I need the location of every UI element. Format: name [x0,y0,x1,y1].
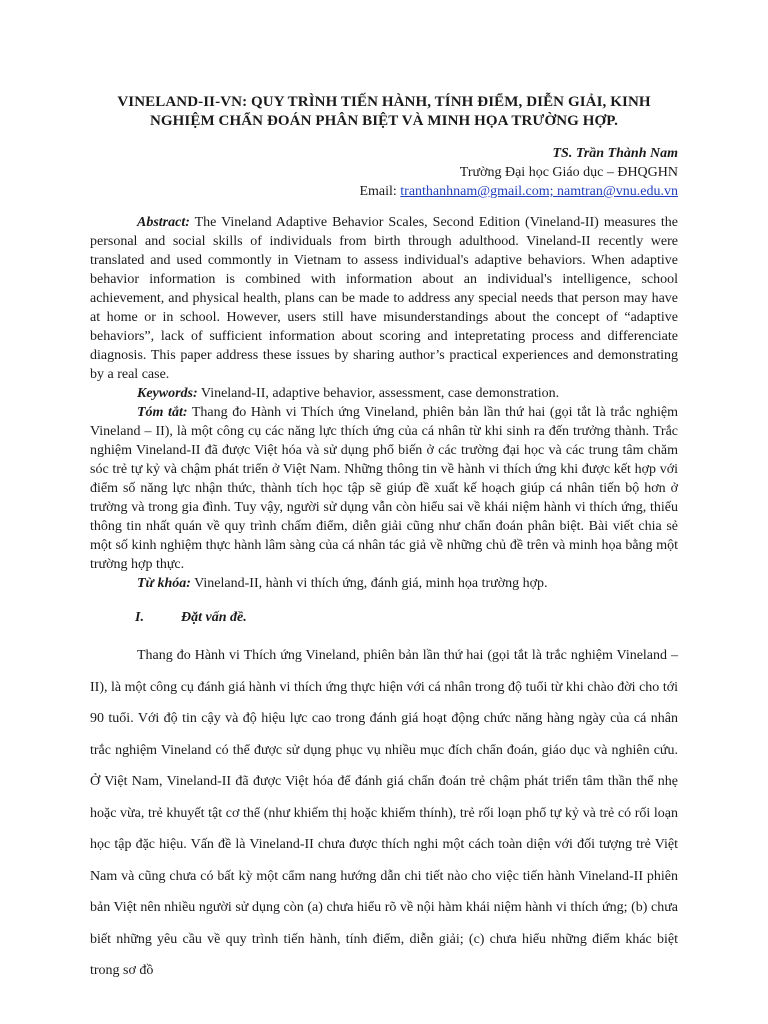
section-number: I. [135,610,144,625]
title-line-1: VINELAND-II-VN: QUY TRÌNH TIẾN HÀNH, TÍNH ĐIỂM, DIỄN GIẢI, KINH [117,94,651,110]
abstract-paragraph [90,213,678,384]
abstract-text: The Vineland Adaptive Behavior Scales, Second Edition (Vineland-II) measures the personal and social skills of individuals from birth through adulthood. Vineland-II recently were translated and used commontly in Vietnam to assess individual's adaptive behaviors. When adaptive behavior information is combined with information about an individual's intelligence, school achievement, and physical health, plans can be made to address any special needs that person may have at home or in school. However, users still have misunderstandings about the concept of “adaptive behaviors”, lack of sufficient information about scoring and intepretating process and differenciate diagnosis. This paper address these issues by sharing author’s practical experiences and demonstrating by a real case. [90,215,678,382]
author-affiliation: Trường Đại học Giáo dục – ĐHQGHN [459,165,678,180]
email-label: Email: [359,184,401,199]
email-link[interactable]: tranthanhnam@gmail.com; namtran@vnu.edu.vn [400,184,678,199]
keywords-text: Vineland-II, adaptive behavior, assessment, case demonstration. [197,386,560,401]
keywords-vi-paragraph [90,574,678,593]
title-line-2: NGHIỆM CHẨN ĐOÁN PHÂN BIỆT VÀ MINH HỌA TRƯỜNG HỢP. [149,113,619,129]
keywords-vi-text: Vineland-II, hành vi thích ứng, đánh giá, minh họa trường hợp. [190,576,548,591]
body-paragraph-1: Thang đo Hành vi Thích ứng Vineland, phiên bản lần thứ hai (gọi tắt là trắc nghiệm Vineland – II), là một công cụ đánh giá hành vi thích ứng thực hiện với cá nhân trong độ tuổi từ khi chào đời cho tới 90 tuổi. Với độ tin cậy và độ hiệu lực cao trong đánh giá hoạt động chức năng hàng ngày của cá nhân trắc nghiệm Vineland có thể được sử dụng phục vụ nhiều mục đích chẩn đoán, giáo dục và nghiên cứu. Ở Việt Nam, Vineland-II đã được Việt hóa để đánh giá chẩn đoán trẻ chậm phát triển tâm thần thể nhẹ hoặc vừa, trẻ khuyết tật cơ thể (như khiếm thị hoặc khiếm thính), trẻ rối loạn phổ tự kỷ và trẻ có rối loạn học tập đặc hiệu. Vấn đề là Vineland-II chưa được thích nghi một cách toàn diện với đối tượng trẻ Việt Nam và cũng chưa có bất kỳ một cẩm nang hướng dẫn chi tiết nào cho việc tiến hành Vineland-II phiên bản Việt nên nhiều người sử dụng còn (a) chưa hiểu rõ về nội hàm khái niệm hành vi thích ứng; (b) chưa biết những yêu cầu về quy trình tiến hành, tính điểm, diễn giải; (c) chưa hiểu những điểm khác biệt trong sơ đồ [90,648,678,978]
paper-title [90,0,678,131]
author-name: TS. Trần Thành Nam [552,146,678,161]
author-block [90,144,678,201]
abstract-label: Abstract: [137,215,190,230]
body-text [90,640,678,987]
keywords-vi-label: Từ khóa: [137,576,191,591]
summary-vi-text: Thang đo Hành vi Thích ứng Vineland, phiên bản lần thứ hai (gọi tắt là trắc nghiệm Vineland – II), là một công cụ các năng lực thích ứng của cá nhân từ khi sinh ra đến trưởng thành. Trắc nghiệm Vineland-II đã được Việt hóa và sử dụng phổ biến ở các trường đại học và các trung tâm chăm sóc trẻ tự kỷ và chậm phát triển ở Việt Nam. Những thông tin về hành vi thích ứng khi được kết hợp với điểm số năng lực nhận thức, thành tích học tập sẽ giúp đề xuất kế hoạch giúp cá nhân tiến bộ hơn ở trường và trong gia đình. Tuy vậy, người sử dụng vẫn còn hiểu sai về khái niệm hành vi thích ứng, thiếu thông tin nhất quán về quy trình chấm điểm, diễn giải cũng như chẩn đoán phân biệt. Bài viết chia sẻ một số kinh nghiệm thực hành lâm sàng của cá nhân tác giả về những chủ đề trên và minh họa bằng một trường hợp thực. [90,405,678,572]
summary-vi-paragraph [90,403,678,574]
keywords-paragraph [90,384,678,403]
author-email-line [90,182,678,201]
abstract-section [90,213,678,593]
section-title: Đặt vấn đề. [181,610,247,625]
summary-vi-label: Tóm tắt: [137,405,188,420]
section-heading-1 [90,608,678,627]
keywords-label: Keywords: [137,386,198,401]
